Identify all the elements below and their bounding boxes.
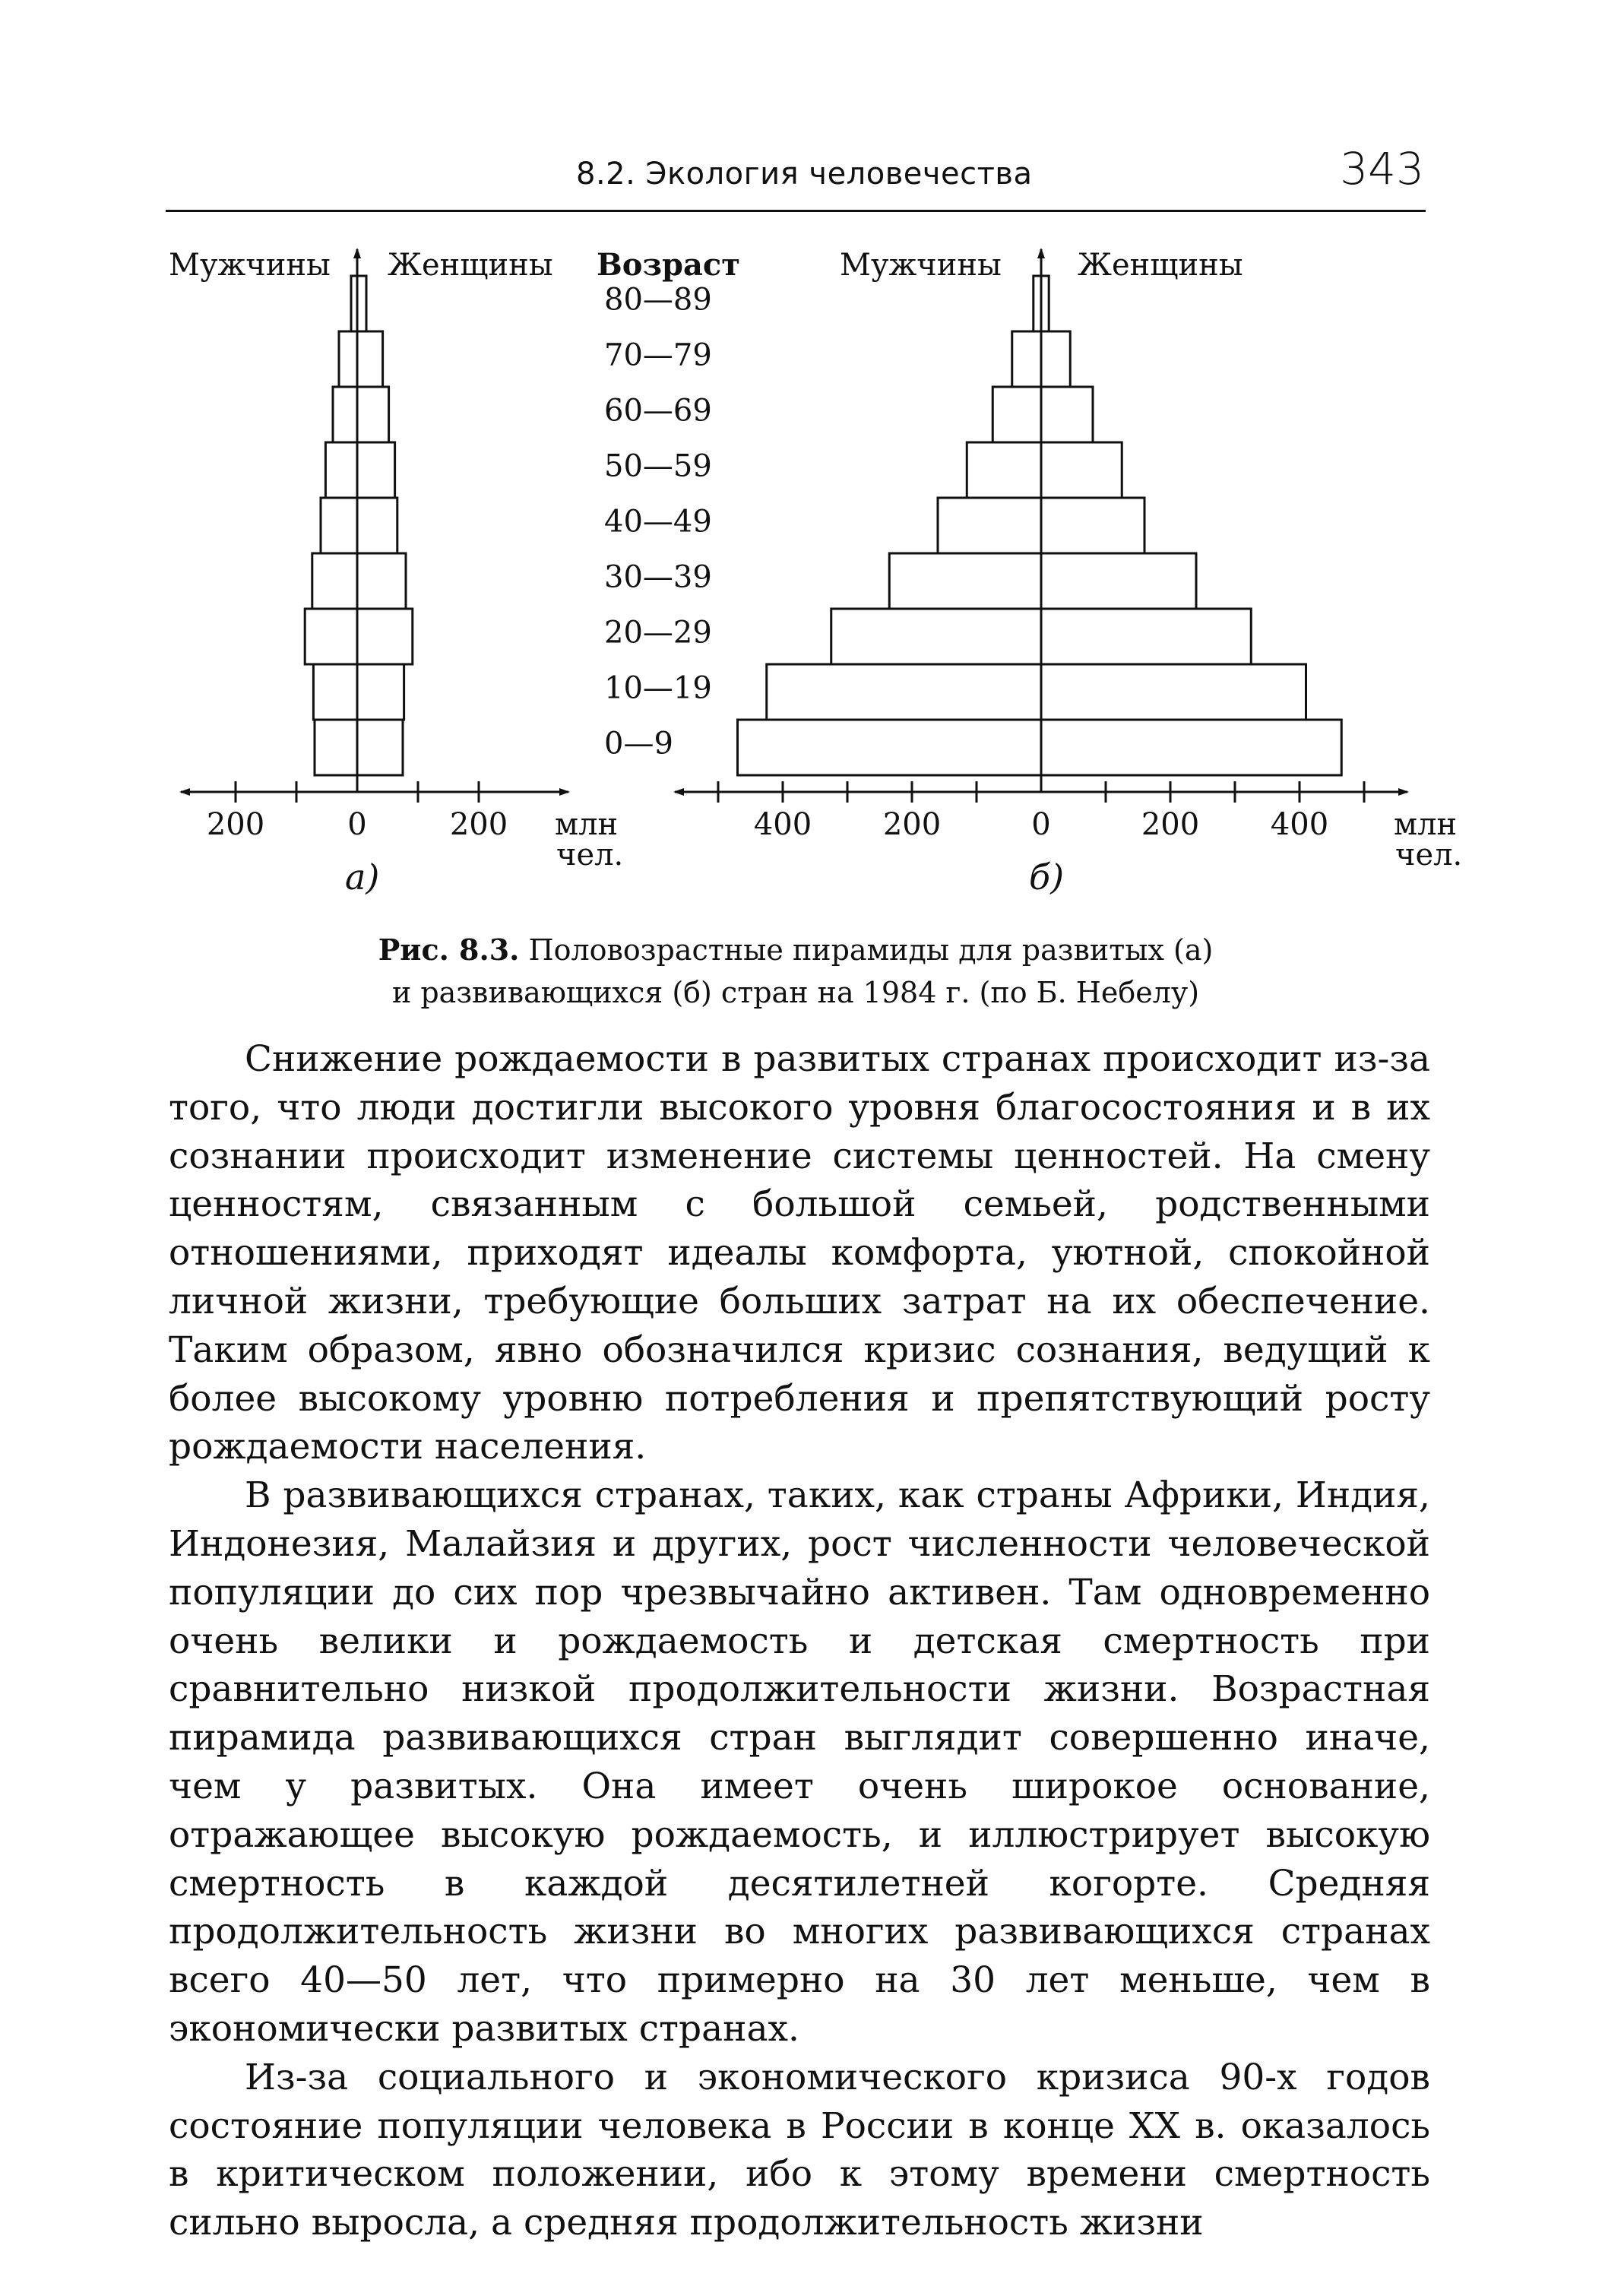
age-group-label: 30—39 [604, 559, 712, 595]
x-tick-label-b: 200 [882, 807, 942, 842]
bar-a-men-4 [321, 498, 357, 553]
population-pyramids-figure [0, 0, 1624, 935]
bar-b-men-0 [738, 720, 1042, 775]
bar-b-women-7 [1041, 331, 1070, 387]
bar-b-men-2 [831, 609, 1041, 664]
age-group-label: 70—79 [604, 337, 712, 373]
body-text [169, 1035, 1430, 2247]
paragraph-2: В развивающихся странах, таких, как страны Африки, Индия, Индонезия, Малайзия и других, рост численности человеческой популяции до сих пор чрезвычайно активен. Там одновременно очень велики и рождаемость и детская смертность при сравнительно низкой продолжительности жизни. Возрастная пирамида развивающихся стран выглядит совершенно иначе, чем у развитых. Она имеет очень широкое основание, отражающее высокую рождаемость, и иллюстрирует высокую смертность в каждой десятилетней когорте. Средняя продолжительность жизни во многих развивающихся странах всего 40—50 лет, что примерно на 30 лет меньше, чем в экономически развитых странах. [169, 1474, 1430, 2050]
bar-b-men-8 [1034, 276, 1041, 331]
bar-a-men-0 [315, 720, 357, 775]
bar-a-women-1 [357, 664, 404, 720]
men-label-a: Мужчины [169, 248, 331, 283]
x-tick-label-a: 0 [347, 807, 367, 842]
age-group-labels [597, 247, 740, 762]
bar-b-women-3 [1041, 553, 1196, 609]
running-title: 8.2. Экология человечества [576, 157, 1033, 192]
bar-b-women-2 [1041, 609, 1251, 664]
age-group-label: 0—9 [604, 726, 673, 762]
bar-a-men-3 [312, 553, 357, 609]
panel-label-a: а) [345, 857, 380, 898]
age-group-label: 60—69 [604, 393, 712, 429]
bar-b-women-1 [1041, 664, 1306, 720]
bar-a-men-7 [339, 331, 357, 387]
age-group-label: 50—59 [604, 448, 712, 484]
bar-b-men-3 [889, 553, 1041, 609]
age-group-label: 20—29 [604, 615, 712, 651]
bar-a-men-5 [325, 442, 357, 498]
x-tick-label-a: 200 [449, 807, 508, 842]
x-unit-label-a: млн [555, 807, 619, 842]
caption-line-1: Половозрастные пирамиды для развитых (а) [528, 933, 1214, 967]
x-unit-label-2-a: чел. [556, 838, 624, 872]
x-tick-label-b: 200 [1141, 807, 1200, 842]
bar-b-women-8 [1041, 276, 1049, 331]
age-group-label: 80—89 [604, 282, 712, 318]
age-axis-title: Возраст [597, 247, 741, 283]
women-label-a: Женщины [388, 248, 553, 283]
bar-a-women-8 [357, 276, 366, 331]
pyramid-developing-countries [675, 248, 1462, 898]
x-unit-label-2-b: чел. [1395, 838, 1463, 872]
age-group-label: 10—19 [604, 670, 712, 706]
x-tick-label-b: 0 [1031, 807, 1051, 842]
age-group-label: 40—49 [604, 504, 712, 540]
x-tick-label-b: 400 [753, 807, 812, 842]
bar-a-women-6 [357, 387, 389, 442]
bar-a-women-5 [357, 442, 395, 498]
bar-b-men-6 [992, 387, 1041, 442]
bar-a-women-7 [357, 331, 383, 387]
panel-label-b: б) [1029, 857, 1065, 898]
pyramid-developed-countries [169, 248, 623, 898]
bar-b-women-4 [1041, 498, 1144, 553]
women-label-b: Женщины [1078, 248, 1243, 283]
paragraph-1: Снижение рождаемости в развитых странах происходит из-за того, что люди достигли высокого уровня благосостояния и в их сознании происходит изменение системы ценностей. На смену ценностям, связанным с большой семьей, родственными отношениями, приходят идеалы комфорта, уютной, спокойной личной жизни, требующие больших затрат на их обеспечение. Таким образом, явно обозначился кризис сознания, ведущий к более высокому уровню потребления и препятствующий росту рождаемости населения. [169, 1038, 1430, 1468]
paragraph-3: Из-за социального и экономического кризиса 90-х годов состояние популяции человека в России в конце XX в. оказалось в критическом положении, ибо к этому времени смертность сильно выросла, а средняя продолжительность жизни [169, 2056, 1430, 2244]
bar-b-men-1 [767, 664, 1041, 720]
bar-a-women-4 [357, 498, 397, 553]
bar-a-men-6 [333, 387, 357, 442]
figure-caption [166, 929, 1426, 1014]
bar-b-women-6 [1041, 387, 1093, 442]
bar-a-women-3 [357, 553, 406, 609]
bar-a-women-2 [357, 609, 413, 664]
x-unit-label-b: млн [1394, 807, 1458, 842]
bar-b-men-7 [1012, 331, 1041, 387]
figure-label: Рис. 8.3. [378, 933, 520, 967]
x-tick-label-a: 200 [206, 807, 265, 842]
bar-a-men-1 [313, 664, 357, 720]
bar-b-women-5 [1041, 442, 1122, 498]
bar-b-men-4 [938, 498, 1041, 553]
caption-line-2: и развивающихся (б) стран на 1984 г. (по Б. Небелу) [391, 976, 1200, 1009]
x-tick-label-b: 400 [1270, 807, 1329, 842]
bar-b-men-5 [967, 442, 1041, 498]
page-number: 343 [1340, 143, 1424, 195]
bar-a-women-0 [357, 720, 403, 775]
bar-b-women-0 [1041, 720, 1341, 775]
men-label-b: Мужчины [840, 248, 1002, 283]
bar-a-men-2 [305, 609, 357, 664]
